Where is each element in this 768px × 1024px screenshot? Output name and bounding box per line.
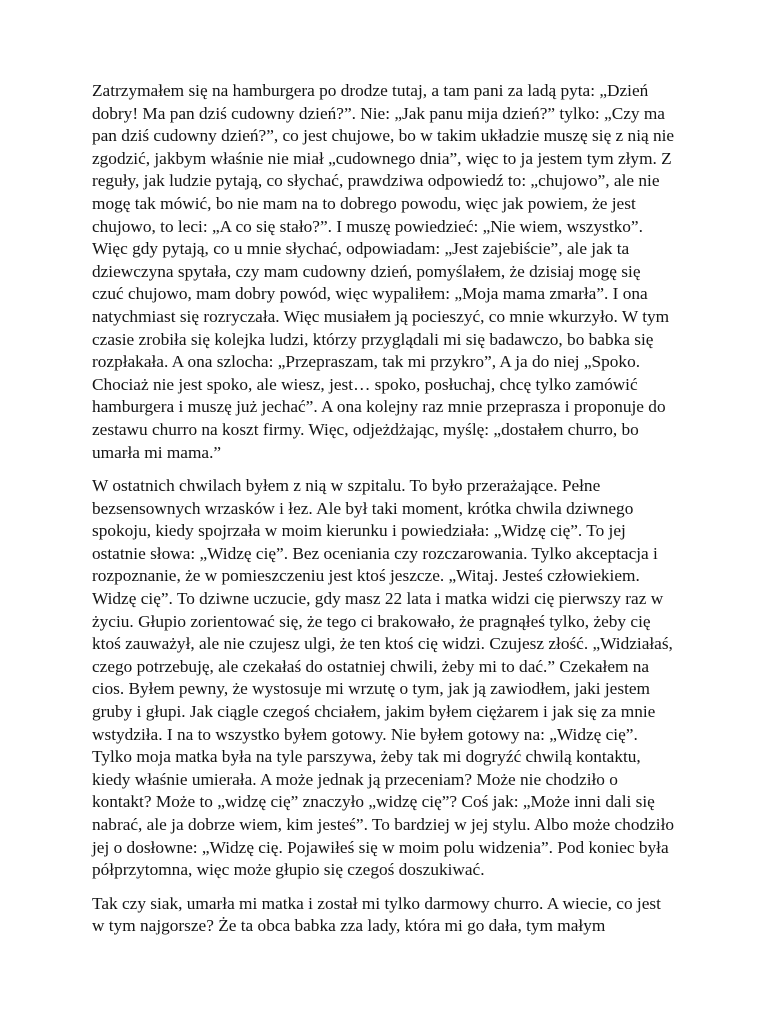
paragraph-hamburger-story: Zatrzymałem się na hamburgera po drodze tutaj, a tam pani za ladą pyta: „Dzień dobry! Ma pan dziś cudowny dzień?”. Nie: „Jak panu mija dzień?” tylko: „Czy ma pan dziś cudowny dzień?”, co jest chujowe, bo w takim układzie muszę się z nią nie zgodzić, jakbym właśnie nie miał „cudownego dnia”, więc to ja jestem tym złym. Z reguły, jak ludzie pytają, co słychać, prawdziwa odpowiedź to: „chujowo”, ale nie mogę tak mówić, bo nie mam na to dobrego powodu, więc jak powiem, że jest chujowo, to leci: „A co się stało?”. I muszę powiedzieć: „Nie wiem, wszystko”. Więc gdy pytają, co u mnie słychać, odpowiadam: „Jest zajebiście”, ale jak ta dziewczyna spytała, czy mam cudowny dzień, pomyślałem, że dzisiaj mogę się czuć chujowo, mam dobry powód, więc wypaliłem: „Moja mama zmarła”. I ona natychmiast się rozryczała. Więc musiałem ją pocieszyć, co mnie wkurzyło. W tym czasie zrobiła się kolejka ludzi, którzy przyglądali mi się badawczo, bo babka się rozpłakała. A ona szlocha: „Przepraszam, tak mi przykro”, A ja do niej „Spoko. Chociaż nie jest spoko, ale wiesz, jest… spoko, posłuchaj, chcę tylko zamówić hamburgera i muszę już jechać”. A ona kolejny raz mnie przeprasza i proponuje do zestawu churro na koszt firmy. Więc, odjeżdżając, myślę: „dostałem churro, bo umarła mi mama.” [92,81,675,462]
document-page [92,80,676,949]
paragraph-hospital-story: W ostatnich chwilach byłem z nią w szpitalu. To było przerażające. Pełne bezsensownych wrzasków i łez. Ale był taki moment, krótka chwila dziwnego spokoju, kiedy spojrzała w moim kierunku i powiedziała: „Widzę cię”. To jej ostatnie słowa: „Widzę cię”. Bez oceniania czy rozczarowania. Tylko akceptacja i rozpoznanie, że w pomieszczeniu jest ktoś jeszcze. „Witaj. Jesteś człowiekiem. Widzę cię”. To dziwne uczucie, gdy masz 22 lata i matka widzi cię pierwszy raz w życiu. Głupio zorientować się, że tego ci brakowało, że pragnąłeś tylko, żeby cię ktoś zauważył, ale nie czujesz ulgi, że ten ktoś cię widzi. Czujesz złość. „Widziałaś, czego potrzebuję, ale czekałaś do ostatniej chwili, żeby mi to dać.” Czekałem na cios. Byłem pewny, że wystosuje mi wrzutę o tym, jak ją zawiodłem, jaki jestem gruby i głupi. Jak ciągle czegoś chciałem, jakim byłem ciężarem i jak się za mnie wstydziła. I na to wszystko byłem gotowy. Nie byłem gotowy na: „Widzę cię”. Tylko moja matka była na tyle parszywa, żeby tak mi dogryźć chwilą kontaktu, kiedy właśnie umierała. A może jednak ją przeceniam? Może nie chodziło o kontakt? Może to „widzę cię” znaczyło „widzę cię”? Coś jak: „Może inni dali się nabrać, ale ja dobrze wiem, kim jesteś”. To bardziej w jej stylu. Albo może chodziło jej o dosłowne: „Widzę cię. Pojawiłeś się w moim polu widzenia”. Pod koniec była półprzytomna, więc może głupio się czegoś doszukiwać. [92,476,675,880]
paragraph-churro-conclusion: Tak czy siak, umarła mi matka i został mi tylko darmowy churro. A wiecie, co jest w tym najgorsze? Że ta obca babka zza lady, która mi go dała, tym małym [92,893,661,936]
